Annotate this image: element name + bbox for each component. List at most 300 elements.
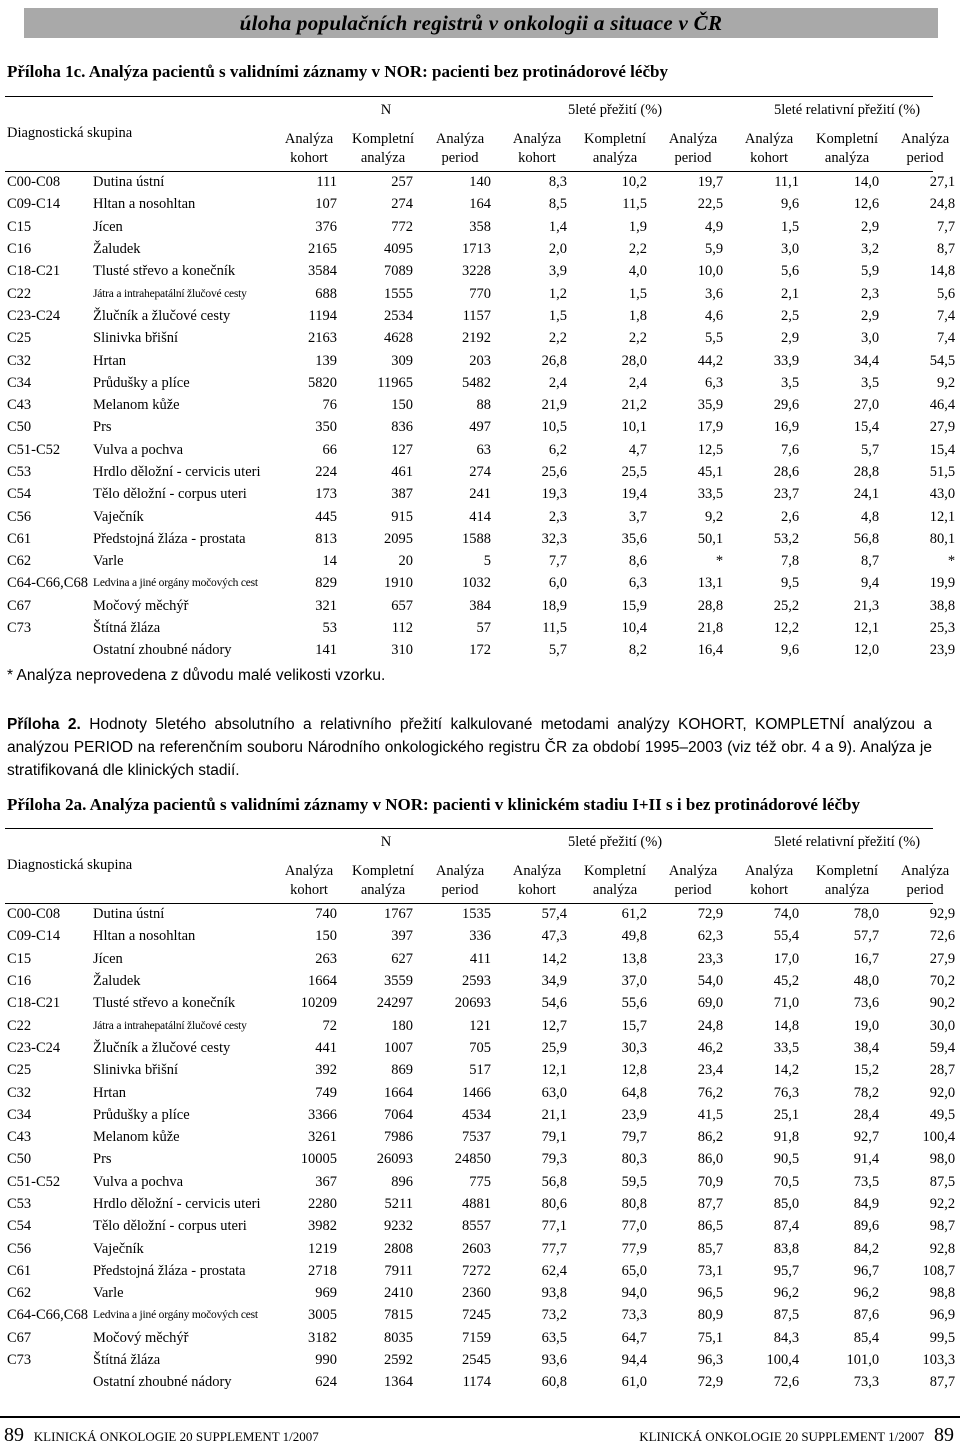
- icd-code-cell: C16: [7, 241, 32, 258]
- value-cell: 38,4: [853, 1039, 880, 1056]
- value-cell: 87,4: [773, 1218, 800, 1235]
- value-cell: 164: [469, 196, 492, 213]
- value-cell: 2410: [384, 1285, 413, 1302]
- value-cell: 89,6: [853, 1218, 880, 1235]
- value-cell: 517: [469, 1062, 492, 1079]
- column-header-line1: Analýza: [435, 863, 485, 879]
- icd-code-cell: C64-C66,C68: [7, 575, 88, 592]
- column-header-line2: analýza: [592, 150, 638, 166]
- value-cell: 96,2: [773, 1285, 800, 1302]
- column-header: [421, 122, 499, 171]
- column-header: [655, 854, 731, 903]
- value-cell: 11,1: [774, 174, 800, 191]
- column-header-line1: Analýza: [284, 131, 334, 147]
- diagnosis-name-cell: Vulva a pochva: [93, 441, 184, 458]
- table-row: [5, 372, 960, 394]
- diagnostic-group-header: Diagnostická skupina: [7, 125, 133, 141]
- table-row: [5, 1126, 960, 1148]
- value-cell: 14,2: [541, 950, 568, 967]
- value-cell: 80,3: [621, 1151, 648, 1168]
- value-cell: 72,9: [697, 1374, 724, 1391]
- value-cell: 101,0: [846, 1352, 880, 1369]
- value-cell: 25,5: [621, 464, 648, 480]
- table-row: [5, 992, 960, 1014]
- table-row: [5, 617, 960, 639]
- value-cell: 14,0: [853, 174, 880, 191]
- header-spacer: [5, 830, 273, 854]
- diagnosis-name-cell: Žaludek: [93, 973, 141, 990]
- value-cell: 64,7: [621, 1329, 648, 1346]
- icd-code-cell: C00-C08: [7, 906, 61, 923]
- value-cell: 44,2: [697, 352, 724, 369]
- group-header-row: [5, 98, 960, 122]
- diagnosis-name-cell: Játra a intrahepatální žlučové cesty: [93, 287, 247, 300]
- value-cell: 73,3: [621, 1307, 648, 1324]
- header-title: úloha populačních registrů v onkologii a situace v ČR: [239, 10, 723, 35]
- value-cell: 5,6: [780, 263, 800, 280]
- value-cell: 59,5: [621, 1173, 648, 1190]
- value-cell: 1157: [462, 307, 492, 324]
- value-cell: 14,8: [773, 1017, 800, 1034]
- value-cell: 17,9: [697, 419, 724, 436]
- value-cell: 3,5: [860, 374, 880, 391]
- journal-name-left: KLINICKÁ ONKOLOGIE 20 SUPPLEMENT 1/2007: [33, 1429, 319, 1444]
- table-row: [5, 572, 960, 594]
- column-header-line2: analýza: [592, 882, 638, 898]
- value-cell: 2,4: [628, 374, 648, 391]
- value-cell: 5820: [308, 374, 337, 391]
- column-header: [887, 854, 960, 903]
- value-cell: 770: [469, 285, 492, 302]
- value-cell: 19,9: [929, 575, 956, 592]
- value-cell: 16,7: [853, 950, 880, 967]
- value-cell: 15,2: [853, 1062, 880, 1079]
- value-cell: 2,0: [548, 241, 568, 258]
- appendix-2-text: Hodnoty 5letého absolutního a relativního přežití kalkulované metodami analýzy KOHORT, KOMPLETNÍ analýzou a analýzou PERIOD na referenčním souboru Národního onkologického registru ČR za období 1995–2003 (viz též obr. 4 a 9). Analýza je stratifikovaná dle klinických stadií.: [7, 716, 932, 779]
- value-cell: 6,3: [628, 575, 648, 592]
- table-row: [5, 305, 960, 327]
- value-cell: 87,5: [929, 1173, 956, 1190]
- value-cell: 445: [315, 508, 337, 525]
- value-cell: 65,0: [621, 1262, 648, 1279]
- value-cell: 9,6: [780, 196, 800, 213]
- column-header-line2: kohort: [750, 150, 788, 166]
- value-cell: 99,5: [929, 1329, 956, 1346]
- value-cell: 30,3: [621, 1039, 648, 1056]
- value-cell: 10005: [300, 1151, 337, 1168]
- value-cell: 7,8: [780, 553, 800, 570]
- value-cell: 4095: [384, 241, 413, 258]
- table-row: [5, 1371, 960, 1393]
- value-cell: 2593: [462, 973, 492, 990]
- value-cell: 1767: [384, 906, 413, 923]
- value-cell: 1194: [308, 307, 337, 324]
- value-cell: 4,9: [704, 218, 724, 235]
- column-header-line1: Analýza: [512, 863, 562, 879]
- value-cell: *: [715, 553, 724, 570]
- column-header: [575, 122, 655, 171]
- value-cell: 8035: [384, 1329, 413, 1346]
- value-cell: 94,4: [621, 1352, 648, 1369]
- value-cell: 127: [391, 441, 413, 458]
- table-row: [5, 439, 960, 461]
- value-cell: 15,4: [929, 441, 956, 458]
- diagnosis-name-cell: Průdušky a plíce: [93, 374, 190, 391]
- column-header-line1: Analýza: [668, 131, 718, 147]
- value-cell: 3366: [308, 1106, 337, 1123]
- column-header: [273, 122, 345, 171]
- value-cell: 775: [469, 1173, 492, 1190]
- value-cell: 5,9: [704, 241, 724, 258]
- value-cell: 86,2: [697, 1129, 724, 1146]
- value-cell: 62,3: [697, 928, 724, 945]
- column-header-line2: period: [906, 150, 944, 166]
- value-cell: 92,2: [929, 1196, 956, 1212]
- value-cell: 24850: [454, 1151, 492, 1168]
- column-header: [421, 854, 499, 903]
- value-cell: 45,1: [697, 464, 724, 480]
- value-cell: 3584: [308, 263, 337, 280]
- value-cell: 33,5: [697, 486, 724, 503]
- value-cell: 27,9: [929, 950, 956, 967]
- value-cell: 55,4: [773, 928, 800, 945]
- value-cell: 121: [469, 1017, 492, 1034]
- diagnosis-name-cell: Předstojná žláza - prostata: [93, 530, 246, 547]
- value-cell: 12,1: [541, 1062, 568, 1079]
- diagnosis-name-cell: Varle: [93, 553, 124, 570]
- value-cell: 1364: [384, 1374, 413, 1391]
- value-cell: 11,5: [542, 620, 568, 637]
- table-row: [5, 1215, 960, 1237]
- table-2-top-rule: [5, 828, 933, 829]
- value-cell: 7815: [384, 1307, 413, 1324]
- value-cell: 57,4: [541, 906, 568, 923]
- column-header-line2: kohort: [518, 882, 556, 898]
- diagnosis-name-cell: Varle: [93, 1285, 124, 1302]
- value-cell: 96,2: [853, 1285, 880, 1302]
- value-cell: 95,7: [773, 1262, 800, 1279]
- icd-code-cell: C51-C52: [7, 1173, 61, 1190]
- table-row: [5, 970, 960, 992]
- icd-code-cell: C25: [7, 1062, 32, 1079]
- diagnosis-name-cell: Ostatní zhoubné nádory: [93, 642, 232, 659]
- icd-code-cell: C53: [7, 464, 32, 480]
- footer-right: [639, 1424, 954, 1447]
- value-cell: 25,2: [773, 597, 800, 614]
- value-cell: 57,7: [853, 928, 880, 945]
- value-cell: 96,7: [853, 1262, 880, 1279]
- icd-code-cell: C00-C08: [7, 174, 61, 191]
- table-row: [5, 925, 960, 947]
- value-cell: 96,3: [697, 1352, 724, 1369]
- value-cell: 5,9: [860, 263, 880, 280]
- diagnostic-group-header: Diagnostická skupina: [7, 857, 133, 873]
- table-row: [5, 1282, 960, 1304]
- value-cell: 85,0: [773, 1196, 800, 1212]
- value-cell: 772: [391, 218, 413, 235]
- icd-code-cell: C54: [7, 1218, 32, 1235]
- value-cell: 96,5: [697, 1285, 724, 1302]
- icd-code-cell: C61: [7, 1262, 32, 1279]
- value-cell: 35,9: [697, 397, 724, 414]
- value-cell: 836: [391, 419, 413, 436]
- group-header-row: [5, 830, 960, 854]
- value-cell: 2,9: [780, 330, 800, 347]
- value-cell: 46,2: [697, 1039, 724, 1056]
- value-cell: 310: [391, 642, 413, 659]
- value-cell: 3,0: [860, 330, 880, 347]
- value-cell: 1,5: [780, 218, 800, 235]
- value-cell: 19,0: [853, 1017, 880, 1034]
- value-cell: 76,2: [697, 1084, 724, 1101]
- icd-code-cell: C16: [7, 973, 32, 990]
- diagnosis-name-cell: Dutina ústní: [93, 906, 165, 923]
- value-cell: 56,8: [541, 1173, 568, 1190]
- value-cell: 173: [315, 486, 337, 503]
- value-cell: 51,5: [929, 464, 956, 480]
- value-cell: 10,2: [621, 174, 648, 191]
- value-cell: 1,9: [628, 218, 648, 235]
- value-cell: 2,1: [780, 285, 800, 302]
- value-cell: 241: [469, 486, 492, 503]
- diagnosis-name-cell: Vaječník: [93, 1240, 144, 1257]
- value-cell: 4,8: [860, 508, 880, 525]
- value-cell: 4628: [384, 330, 413, 347]
- value-cell: 70,5: [773, 1173, 800, 1190]
- column-header-line1: Kompletní: [351, 131, 415, 147]
- value-cell: 79,1: [541, 1129, 568, 1146]
- value-cell: 1664: [308, 973, 337, 990]
- icd-code-cell: C43: [7, 1129, 32, 1146]
- value-cell: 90,5: [773, 1151, 800, 1168]
- table-row: [5, 1193, 960, 1215]
- value-cell: 7159: [462, 1329, 492, 1346]
- value-cell: 3,2: [860, 241, 880, 258]
- value-cell: 3,5: [780, 374, 800, 391]
- value-cell: 2,4: [548, 374, 568, 391]
- value-cell: 9,5: [780, 575, 800, 592]
- icd-code-cell: C73: [7, 1352, 32, 1369]
- value-cell: 8,5: [548, 196, 568, 213]
- value-cell: 25,9: [541, 1039, 568, 1056]
- icd-code-cell: [5, 1371, 93, 1393]
- diagnosis-name-cell: Melanom kůže: [93, 397, 180, 414]
- value-cell: 87,7: [929, 1374, 956, 1391]
- value-cell: 85,4: [853, 1329, 880, 1346]
- value-cell: 5,7: [548, 642, 568, 659]
- value-cell: 23,9: [929, 642, 956, 659]
- value-cell: 43,0: [929, 486, 956, 503]
- column-header-row: [5, 854, 960, 903]
- value-cell: 93,8: [541, 1285, 568, 1302]
- value-cell: 8,7: [936, 241, 956, 258]
- table-row: [5, 1327, 960, 1349]
- value-cell: 73,6: [853, 995, 880, 1012]
- column-header: [345, 854, 421, 903]
- value-cell: 47,3: [541, 928, 568, 945]
- value-cell: 2,9: [860, 218, 880, 235]
- survival-table-2: [5, 830, 960, 1394]
- value-cell: 2534: [384, 307, 413, 324]
- value-cell: 24297: [376, 995, 413, 1012]
- value-cell: 54,5: [929, 352, 956, 369]
- value-cell: 4881: [462, 1196, 492, 1212]
- value-cell: 59,4: [929, 1039, 956, 1056]
- value-cell: 14: [322, 553, 337, 570]
- value-cell: 77,0: [621, 1218, 648, 1235]
- column-header: [731, 854, 807, 903]
- value-cell: 10,4: [621, 620, 648, 637]
- value-cell: 20: [398, 553, 413, 570]
- diagnosis-name-cell: Štítná žláza: [93, 1352, 161, 1369]
- column-header-line2: period: [674, 150, 712, 166]
- value-cell: 624: [315, 1374, 337, 1391]
- table-row: [5, 595, 960, 617]
- table-row: [5, 193, 960, 215]
- value-cell: 3261: [308, 1129, 337, 1146]
- value-cell: 6,2: [548, 441, 568, 458]
- value-cell: 172: [469, 642, 492, 659]
- value-cell: 7,7: [936, 218, 956, 235]
- icd-code-cell: C32: [7, 1084, 32, 1101]
- table-row: [5, 461, 960, 483]
- icd-code-cell: C67: [7, 1329, 32, 1346]
- value-cell: 26093: [376, 1151, 413, 1168]
- diagnosis-name-cell: Žlučník a žlučové cesty: [93, 1039, 231, 1056]
- value-cell: 274: [391, 196, 413, 213]
- value-cell: 28,0: [621, 352, 648, 369]
- value-cell: 54,0: [697, 973, 724, 990]
- value-cell: 92,8: [929, 1240, 956, 1257]
- value-cell: 3,6: [704, 285, 724, 302]
- diagnosis-name-cell: Hrdlo děložní - cervicis uteri: [93, 1196, 261, 1212]
- value-cell: 1007: [384, 1039, 413, 1056]
- value-cell: 2163: [308, 330, 337, 347]
- diagnosis-name-cell: Hrtan: [93, 352, 127, 369]
- value-cell: 21,9: [541, 397, 568, 414]
- value-cell: 12,6: [853, 196, 880, 213]
- value-cell: 38,8: [929, 597, 956, 614]
- diagnosis-name-cell: Dutina ústní: [93, 174, 165, 191]
- value-cell: 79,7: [621, 1129, 648, 1146]
- value-cell: 73,5: [853, 1173, 880, 1190]
- value-cell: 1588: [462, 530, 492, 547]
- value-cell: 203: [469, 352, 492, 369]
- icd-code-cell: C22: [7, 285, 32, 302]
- value-cell: 112: [391, 620, 413, 637]
- value-cell: 100,4: [766, 1352, 800, 1369]
- value-cell: 3,0: [780, 241, 800, 258]
- value-cell: 19,4: [621, 486, 648, 503]
- value-cell: 263: [315, 950, 337, 967]
- value-cell: 12,5: [697, 441, 724, 458]
- value-cell: 34,9: [541, 973, 568, 990]
- group-header: 5leté přežití (%): [567, 102, 663, 118]
- column-header-line2: period: [674, 882, 712, 898]
- value-cell: 2,2: [628, 241, 648, 258]
- diagnosis-name-cell: Jícen: [93, 218, 123, 235]
- value-cell: 108,7: [922, 1262, 956, 1279]
- column-header-line1: Analýza: [900, 863, 950, 879]
- table-row: [5, 1081, 960, 1103]
- value-cell: 33,9: [773, 352, 800, 369]
- table-2-header-rule: [5, 903, 933, 904]
- value-cell: 990: [315, 1352, 337, 1369]
- value-cell: 387: [391, 486, 413, 503]
- value-cell: 84,3: [773, 1329, 800, 1346]
- value-cell: 93,6: [541, 1352, 568, 1369]
- value-cell: 2165: [308, 241, 337, 258]
- value-cell: 7,6: [780, 441, 800, 458]
- footer-left: [4, 1424, 319, 1447]
- value-cell: 25,1: [773, 1106, 800, 1123]
- value-cell: 2603: [462, 1240, 492, 1257]
- value-cell: 2360: [462, 1285, 492, 1302]
- value-cell: 19,7: [697, 174, 724, 191]
- value-cell: 11,5: [622, 196, 648, 213]
- value-cell: 7,4: [936, 307, 956, 324]
- value-cell: 141: [315, 642, 337, 659]
- icd-code-cell: C54: [7, 486, 32, 503]
- value-cell: 2,9: [860, 307, 880, 324]
- column-header-line2: kohort: [518, 150, 556, 166]
- value-cell: 2718: [308, 1262, 337, 1279]
- icd-code-cell: C62: [7, 1285, 32, 1302]
- value-cell: 1219: [308, 1240, 337, 1257]
- table-row: [5, 1037, 960, 1059]
- group-header: N: [380, 834, 392, 850]
- diagnosis-name-cell: Průdušky a plíce: [93, 1106, 190, 1123]
- value-cell: 7537: [462, 1129, 492, 1146]
- value-cell: 3228: [462, 263, 492, 280]
- group-header: N: [380, 102, 392, 118]
- value-cell: 77,9: [621, 1240, 648, 1257]
- value-cell: 17,0: [773, 950, 800, 967]
- diagnosis-name-cell: Hltan a nosohltan: [93, 928, 196, 945]
- value-cell: 72,6: [929, 928, 956, 945]
- value-cell: 83,8: [773, 1240, 800, 1257]
- value-cell: 73,2: [541, 1307, 568, 1324]
- icd-code-cell: C62: [7, 553, 32, 570]
- value-cell: 78,0: [853, 906, 880, 923]
- value-cell: 5211: [384, 1196, 413, 1212]
- value-cell: 92,9: [929, 906, 956, 923]
- value-cell: 98,7: [929, 1218, 956, 1235]
- value-cell: 7089: [384, 263, 413, 280]
- value-cell: 94,0: [621, 1285, 648, 1302]
- value-cell: 85,7: [697, 1240, 724, 1257]
- column-header: [273, 854, 345, 903]
- column-header-line1: Kompletní: [816, 863, 879, 879]
- diagnosis-name-cell: Předstojná žláza - prostata: [93, 1262, 246, 1279]
- group-header: 5leté relativní přežití (%): [774, 102, 921, 118]
- value-cell: 50,1: [697, 530, 724, 547]
- value-cell: 21,8: [697, 620, 724, 637]
- value-cell: 24,8: [929, 196, 956, 213]
- value-cell: 87,7: [697, 1196, 724, 1212]
- value-cell: 257: [391, 174, 413, 191]
- value-cell: 397: [391, 928, 413, 945]
- column-header: [887, 122, 960, 171]
- value-cell: 25,3: [929, 620, 956, 637]
- icd-code-cell: C34: [7, 374, 32, 391]
- table-row: [5, 948, 960, 970]
- value-cell: 25,6: [541, 464, 568, 480]
- value-cell: 53,2: [773, 530, 800, 547]
- table-row: [5, 1260, 960, 1282]
- value-cell: 13,1: [697, 575, 724, 592]
- value-cell: 869: [391, 1062, 413, 1079]
